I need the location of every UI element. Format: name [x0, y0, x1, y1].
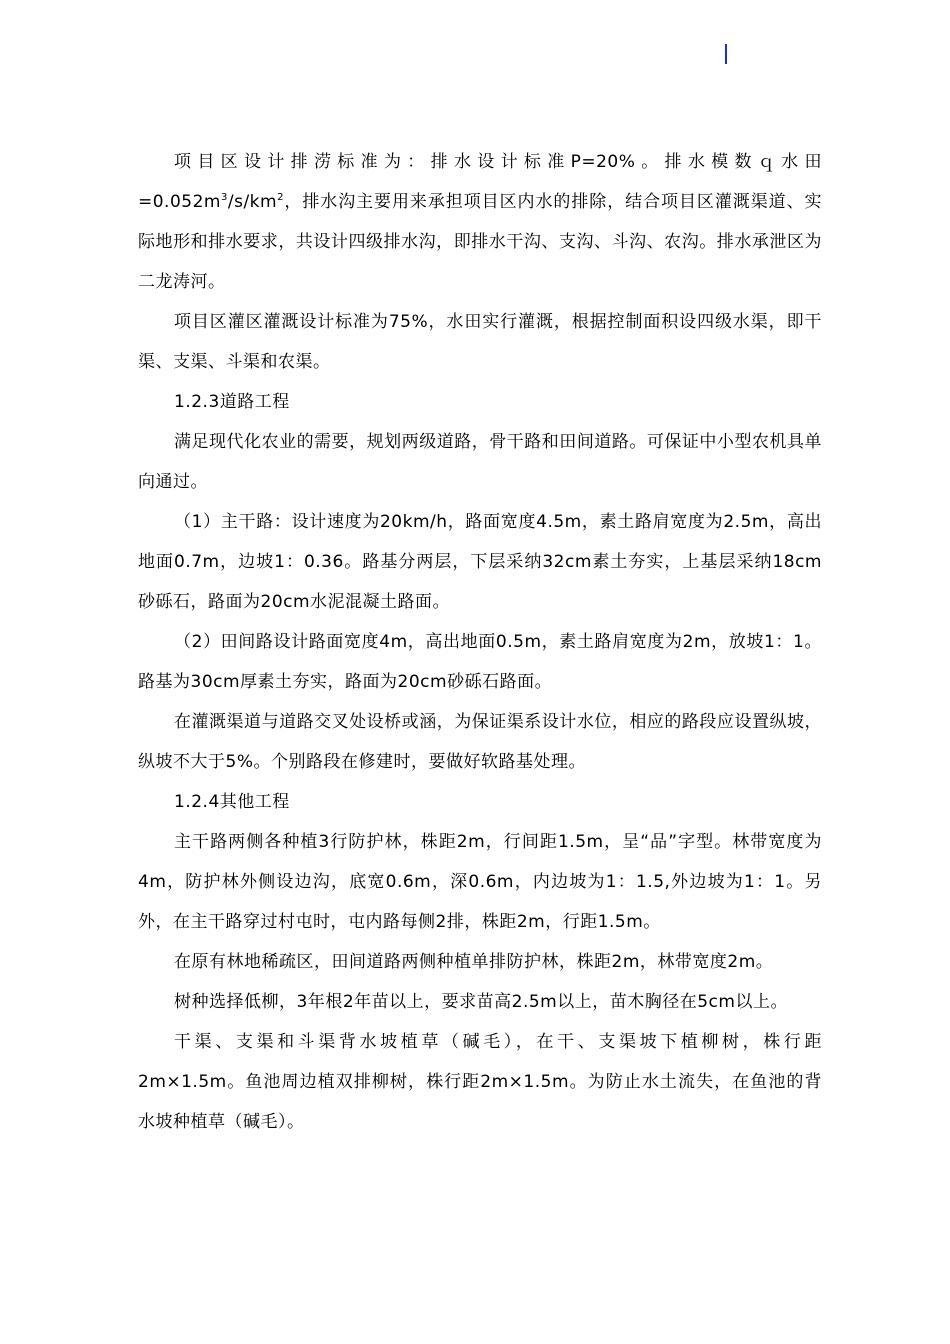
- heading-road-engineering: 1.2.3道路工程: [174, 392, 290, 412]
- heading-other-engineering: 1.2.4其他工程: [174, 792, 290, 812]
- paragraph-crossings: 在灌溉渠道与道路交叉处设桥或涵，为保证渠系设计水位，相应的路段应设置纵坡，纵坡不大于5%。个别路段在修建时，要做好软路基处理。: [138, 712, 822, 772]
- paragraph-irrigation-standard: 项目区灌区灌溉设计标准为75%，水田实行灌溉，根据控制面积设四级水渠，即干渠、支渠、斗渠和农渠。: [138, 312, 822, 372]
- paragraph-tree-species: 树种选择低柳，3年根2年苗以上，要求苗高2.5m以上，苗木胸径在5cm以上。: [174, 992, 788, 1012]
- paragraph-main-road: （1）主干路：设计速度为20km/h，路面宽度4.5m，素土路肩宽度为2.5m，高出地面0.7m，边坡1：0.36。路基分两层，下层采纳32cm素土夯实，上基层采纳18cm砂砾石，路面为20cm水泥混凝土路面。: [138, 512, 822, 612]
- paragraph-slope-planting: 干渠、支渠和斗渠背水坡植草（碱毛），在干、支渠坡下植柳树，株行距2m×1.5m。鱼池周边植双排柳树，株行距2m×1.5m。为防止水土流失，在鱼池的背水坡种植草（碱毛）。: [138, 1032, 822, 1132]
- paragraph-sparse-forest: 在原有林地稀疏区，田间道路两侧种植单排防护林，株距2m，林带宽度2m。: [174, 952, 774, 972]
- paragraph-drainage-standard: 项目区设计排涝标准为：排水设计标准P=20%。排水模数ｑ水田$=0.052m^3/s/km^2$，排水沟主要用来承担项目区内水的排除，结合项目区灌溉渠道、实际地形和排水要求，共设计四级排水沟，即排水干沟、支沟、斗沟、农沟。排水承泄区为二龙涛河。: [138, 152, 822, 292]
- paragraph-field-road: （2）田间路设计路面宽度4m，高出地面0.5m，素土路肩宽度为2m，放坡1：1。路基为30cm厚素土夯实，路面为20cm砂砾石路面。: [138, 632, 822, 692]
- paragraph-shelter-forest: 主干路两侧各种植3行防护林，株距2m，行间距1.5m，呈“品”字型。林带宽度为4m，防护林外侧设边沟，底宽0.6m，深0.6m，内边坡为1：1.5,外边坡为1：1。另外，在主干路穿过村屯时，屯内路每侧2排，株距2m，行距1.5m。: [138, 832, 822, 932]
- text-cursor-mark: [725, 44, 727, 64]
- paragraph-road-planning: 满足现代化农业的需要，规划两级道路，骨干路和田间道路。可保证中小型农机具单向通过。: [138, 432, 822, 492]
- document-body: [138, 142, 822, 1142]
